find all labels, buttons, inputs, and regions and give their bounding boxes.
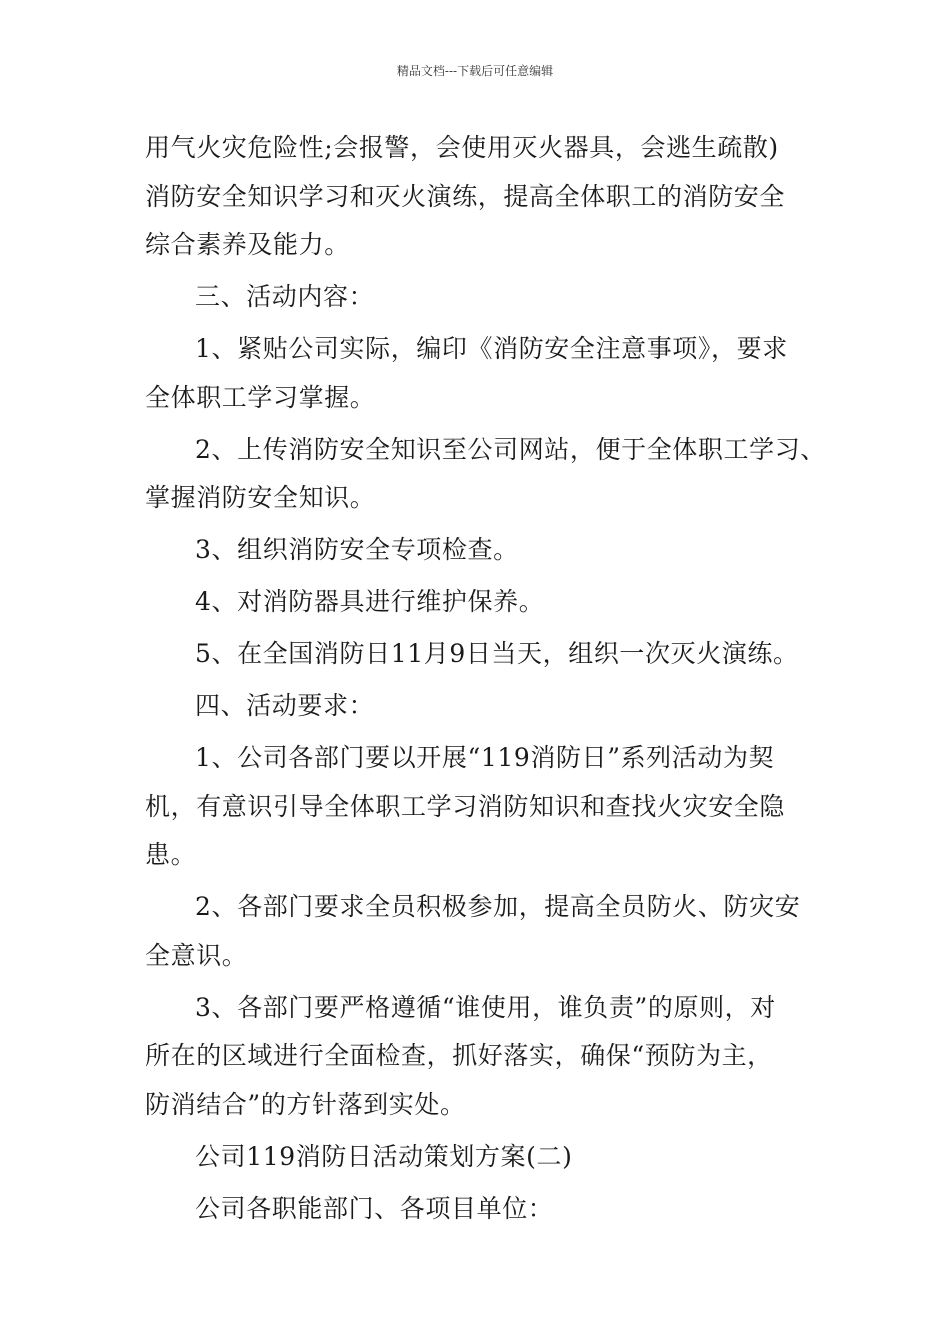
text-line: 2、上传消防安全知识至公司网站，便于全体职工学习、 [195,434,826,464]
text-line: 机，有意识引导全体职工学习消防知识和查找火灾安全隐 [145,791,786,821]
paragraph [145,124,815,270]
text-line: 全体职工学习掌握。 [145,382,376,412]
text-line: 消防安全知识学习和灭火演练，提高全体职工的消防安全 [145,181,786,211]
text-line: 综合素养及能力。 [145,230,350,259]
text-line: 2、各部门要求全员积极参加，提高全员防火、防灾安 [195,892,801,921]
text-line: 3、各部门要严格遵循“谁使用，谁负责”的原则，对 [195,992,776,1022]
page-header: 精品文档---下载后可任意编辑 [396,64,554,78]
paragraph [145,273,815,322]
paragraph [145,883,815,980]
paragraph [145,630,815,679]
text-line: 5、在全国消防日11月9日当天，组织一次灭火演练。 [195,639,799,668]
paragraph [145,325,815,422]
paragraph [145,734,815,880]
paragraph [145,526,815,575]
text-line: 全意识。 [145,940,248,970]
document-body [145,124,826,1237]
text-line: 公司各职能部门、各项目单位： [195,1193,554,1223]
paragraph-gap [145,1233,815,1237]
paragraph [145,1185,815,1234]
text-line: 1、紧贴公司实际，编印《消防安全注意事项》，要求 [195,334,788,363]
paragraph [145,682,815,731]
paragraph [145,578,815,627]
text-line: 三、活动内容： [195,282,375,311]
text-line: 4、对消防器具进行维护保养。 [195,587,545,616]
text-line: 患。 [145,840,197,869]
text-line: 四、活动要求： [195,691,375,720]
text-line: 1、公司各部门要以开展“119消防日”系列活动为契 [195,743,775,772]
text-line: 用气火灾危险性;会报警，会使用灭火器具，会逃生疏散) [145,133,779,162]
text-line: 公司119消防日活动策划方案(二) [195,1141,573,1171]
paragraph [145,984,815,1130]
paragraph [145,426,826,523]
text-line: 防消结合”的方针落到实处。 [145,1089,466,1119]
text-line: 所在的区域进行全面检查，抓好落实，确保“预防为主， [145,1041,773,1070]
paragraph [145,1133,815,1182]
text-line: 3、组织消防安全专项检查。 [195,535,519,564]
text-line: 掌握消防安全知识。 [145,483,376,512]
